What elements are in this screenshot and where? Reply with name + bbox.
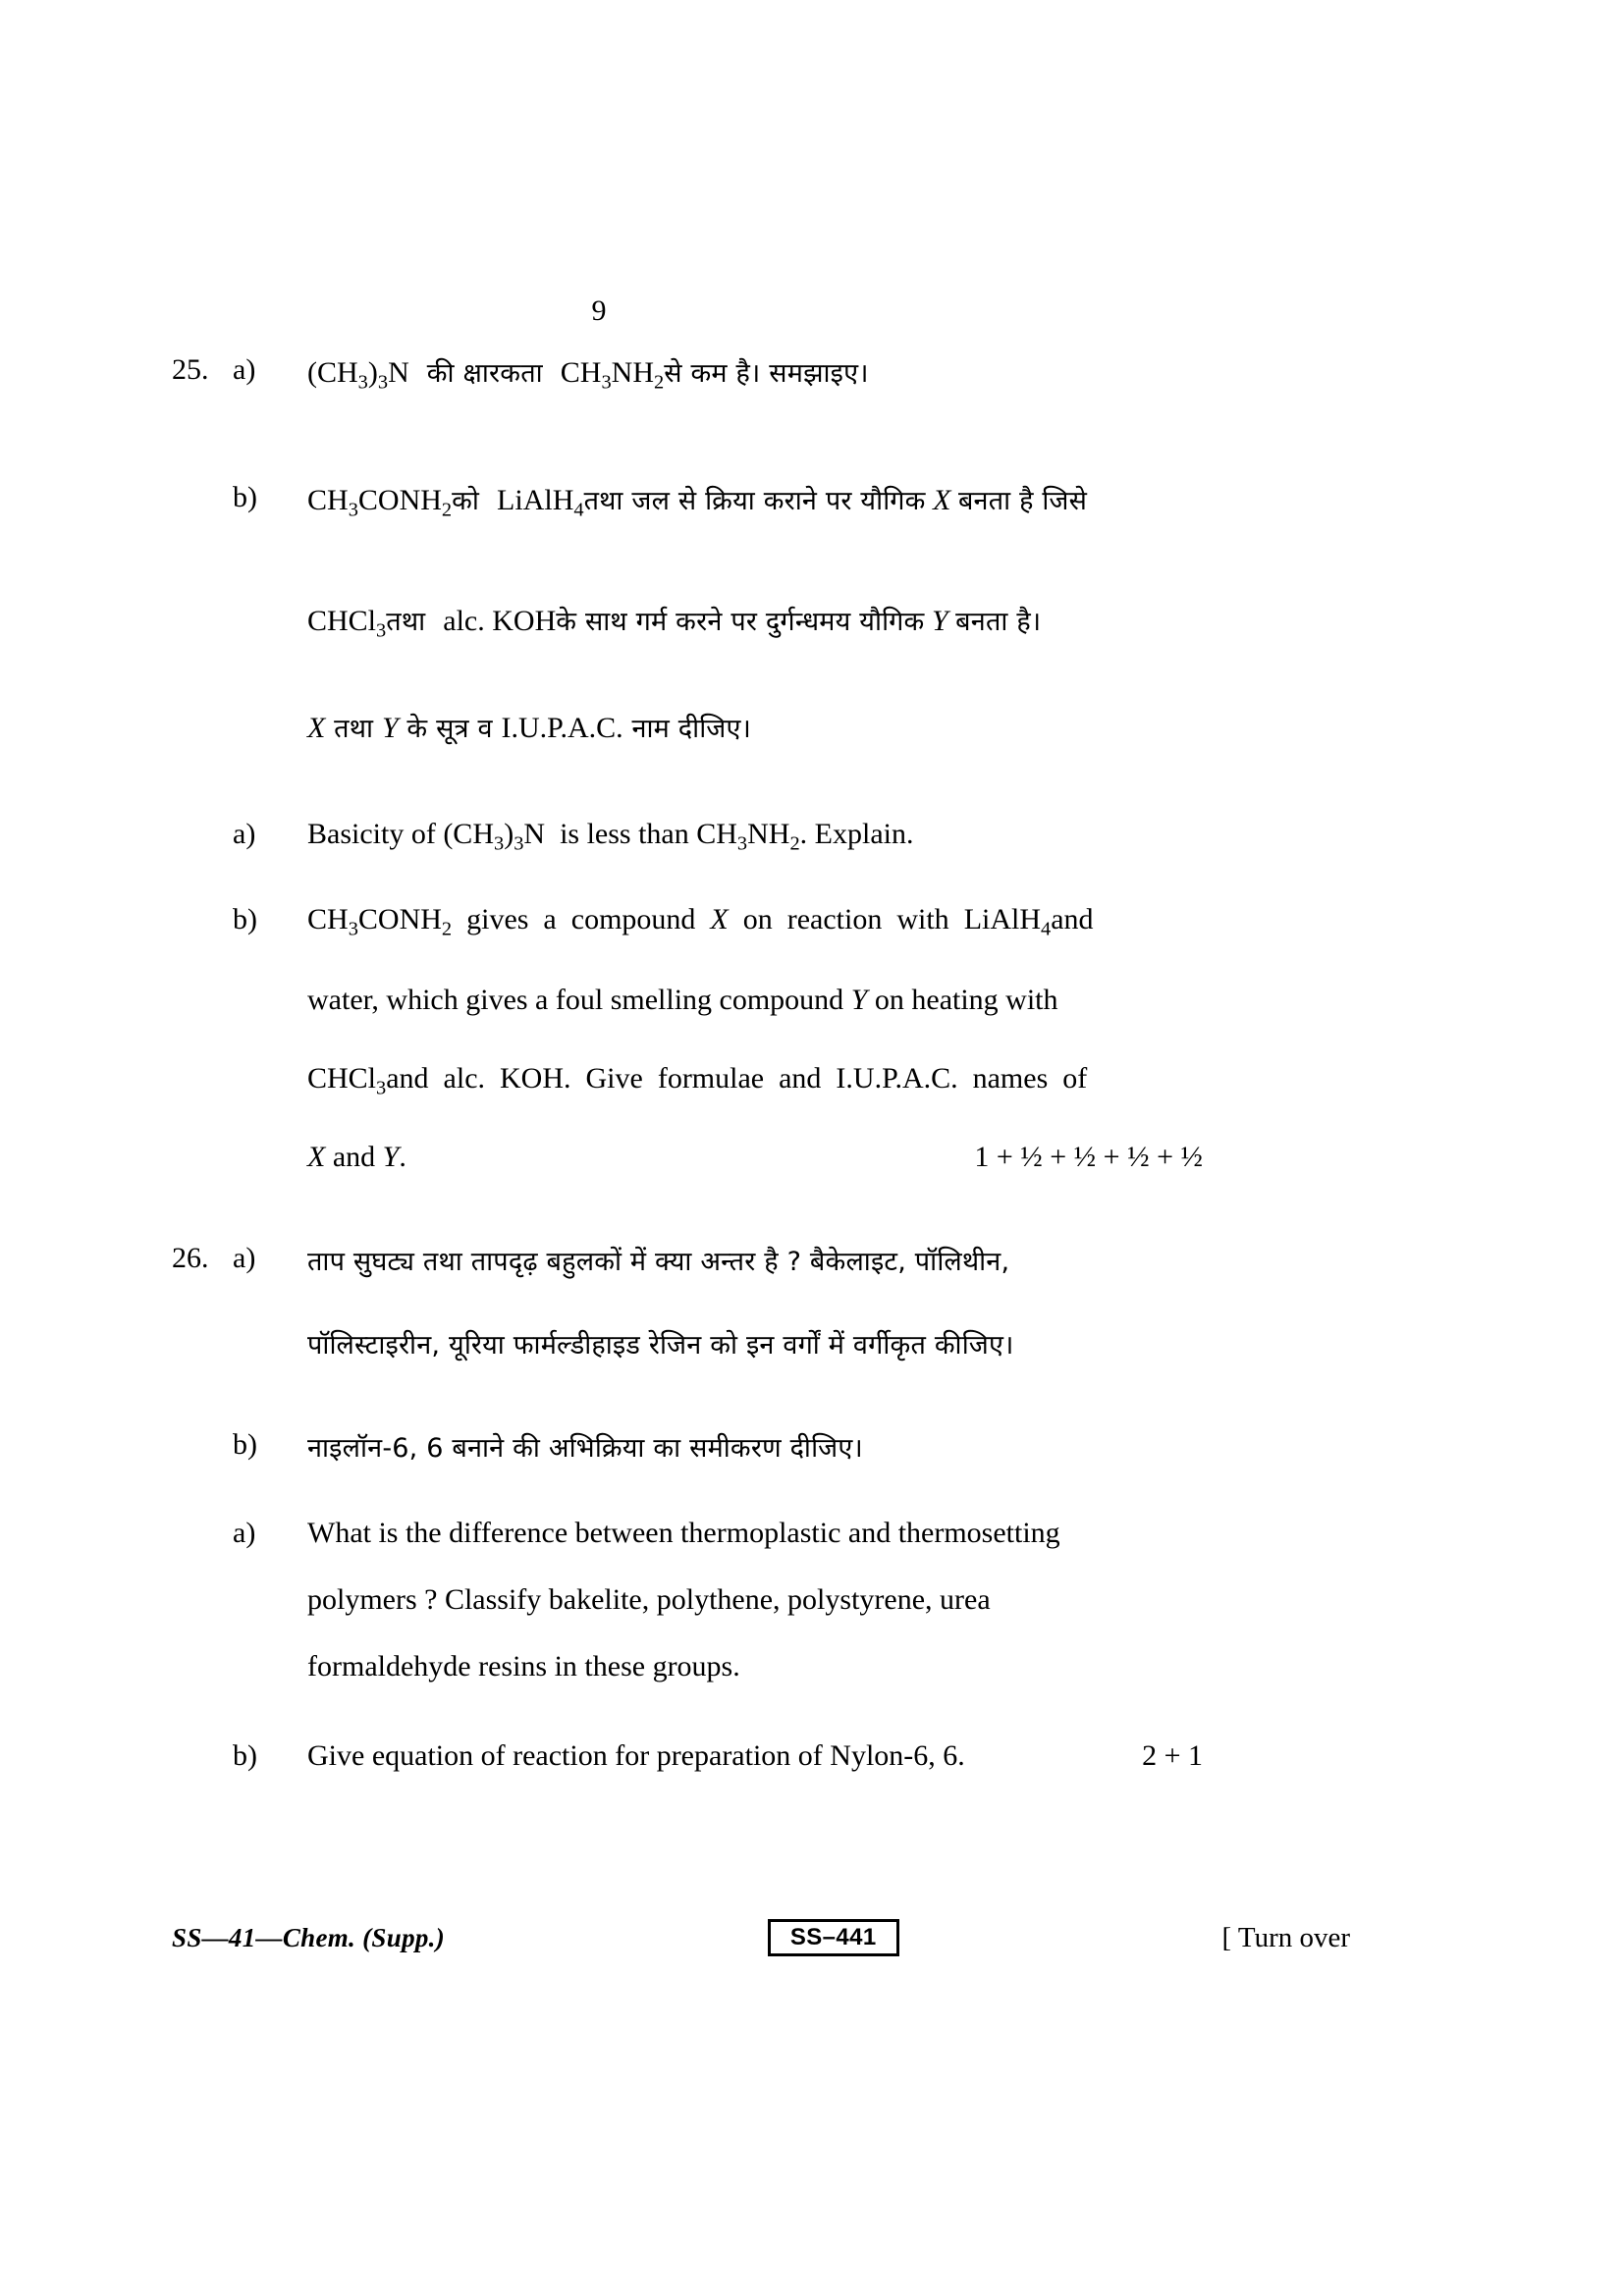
footer-paper-code: SS–441 <box>768 1919 899 1956</box>
question-row-26b-english <box>172 1739 1203 1773</box>
part-letter-26b-english: b) <box>233 1739 257 1772</box>
question-row-25b-english <box>172 903 1203 941</box>
question-text-26a-english-line1: What is the difference between thermoplastic and thermosetting <box>307 1517 1060 1549</box>
question-row-26a-english-line3 <box>172 1650 1203 1683</box>
question-number-25: 25. <box>172 353 209 386</box>
question-text-25b-english-line4 <box>307 1141 1203 1174</box>
question-row-25b-english-line4 <box>172 1141 1203 1174</box>
page-number: 9 <box>591 294 607 327</box>
question-text-25b-hindi-line2: CHCl$_3$तथा alc. KOHके साथ गर्म करने पर दुर्गन्धमय यौगिक Y बनता है। <box>307 605 1042 642</box>
page-footer <box>172 1919 1350 1956</box>
part-letter-26b-hindi: b) <box>233 1428 257 1461</box>
question-text-26a-hindi-line2: पॉलिस्टाइरीन, यूरिया फार्मल्डीहाइड रेजिन को इन वर्गों में वर्गीकृत कीजिए। <box>307 1330 1014 1361</box>
question-row-26a-english-line2 <box>172 1583 1203 1617</box>
question-row-25b-hindi <box>172 481 1203 522</box>
marks-25b: 1 + ½ + ½ + ½ + ½ <box>974 1141 1203 1173</box>
question-text-26b-hindi: नाइलॉन-6, 6 बनाने की अभिक्रिया का समीकरण दीजिए। <box>307 1433 863 1464</box>
marks-26b: 2 + 1 <box>1142 1739 1203 1772</box>
question-text-26b-english <box>307 1739 1203 1773</box>
question-row-25b-english-line2 <box>172 984 1203 1017</box>
question-text-tail: X and Y. <box>307 1141 406 1173</box>
part-letter-26a-hindi: a) <box>233 1242 256 1274</box>
footer-paper-label: SS—41—Chem. (Supp.) <box>172 1922 446 1952</box>
question-text-26a-english-line3: formaldehyde resins in these groups. <box>307 1650 740 1682</box>
question-row-25a-hindi <box>172 353 1203 395</box>
question-text-25a-english: Basicity of $(CH_3)_3N$ is less than $CH_3NH_2$. Explain. <box>307 818 914 855</box>
question-row-26a-hindi-line2 <box>172 1325 1203 1362</box>
question-text-25b-english-line2: water, which gives a foul smelling compound Y on heating with <box>307 984 1058 1016</box>
question-row-25b-english-line3 <box>172 1062 1203 1100</box>
part-letter-25b-hindi: b) <box>233 481 257 513</box>
question-text-25b-hindi-line3: X तथा Y के सूत्र व I.U.P.A.C. नाम दीजिए। <box>307 712 752 744</box>
footer-turn-over: [ Turn over <box>1221 1921 1350 1953</box>
part-letter-25b-english: b) <box>233 903 257 935</box>
question-row-26a-english <box>172 1517 1203 1550</box>
part-letter-26a-english: a) <box>233 1517 256 1549</box>
part-letter-25a-english: a) <box>233 818 256 850</box>
question-text-25b-hindi-line1: $CH_3CONH_2को$ LiAlH$_4$तथा जल से क्रिया कराने पर यौगिक X बनता है जिसे <box>307 484 1088 521</box>
part-letter-25a-hindi: a) <box>233 353 256 386</box>
question-text-25a-hindi: $(CH_3)_3N$ की क्षारकता $CH_3NH_2से$ कम है। समझाइए। <box>307 356 869 394</box>
question-text-26a-hindi-line1: ताप सुघट्य तथा तापदृढ़ बहुलकों में क्या अन्तर है ? बैकेलाइट, पॉलिथीन, <box>307 1247 1010 1277</box>
question-text-26a-english-line2: polymers ? Classify bakelite, polythene, polystyrene, urea <box>307 1583 991 1616</box>
question-row-26b-hindi <box>172 1428 1203 1465</box>
question-row-25a-english <box>172 818 1203 856</box>
question-text-26b-english-text: Give equation of reaction for preparation of Nylon-6, 6. <box>307 1739 965 1772</box>
question-text-25b-english-line1: $CH_3CONH_2$ gives a compound X on reaction with LiAlH$_4$and <box>307 903 1094 940</box>
question-row-25b-hindi-line3 <box>172 709 1203 745</box>
question-row-26a-hindi <box>172 1242 1203 1278</box>
question-number-26: 26. <box>172 1242 209 1274</box>
question-row-25b-hindi-line2 <box>172 602 1203 643</box>
question-text-25b-english-line3: CHCl$_3$and alc. KOH. Give formulae and I.U.P.A.C. names of <box>307 1062 1088 1099</box>
